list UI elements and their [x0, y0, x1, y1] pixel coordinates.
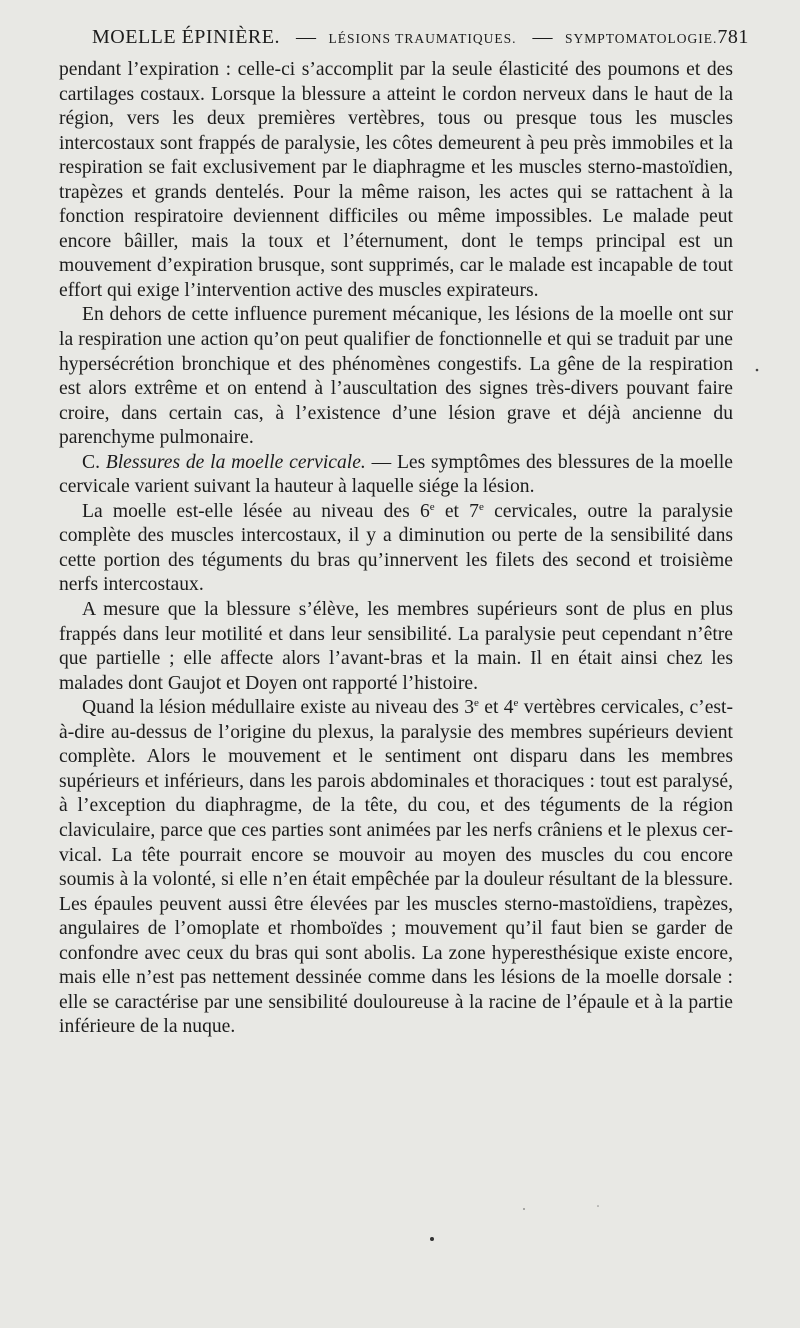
ordinal-superscript: e: [513, 697, 519, 710]
section-intro-text: — Les symptômes des blessures de la moelle cervicale varient suivant la hauteur à laquelle siége la lésion.: [59, 451, 733, 498]
paragraph-text: et 7: [434, 500, 479, 522]
page-number: 781: [717, 26, 749, 48]
ink-speck: [756, 369, 759, 372]
paragraph-section-c: [59, 451, 733, 500]
paragraph-functional-influence: En dehors de cette influence purement mécanique, les lésions de la moelle ont sur la respiration une action qu’on peut qualifier de fonctionnelle et qui se traduit par une hypersécrétion bronchique et des phénomènes congestifs. La gêne de la respiration est alors extrême et on entend à l’auscultation des signes très-divers pouvant faire croire, dans certain cas, à l’existence d’une lésion grave et déjà ancienne du parenchyme pulmonaire.: [59, 304, 733, 449]
paragraph-text: cervicales, outre la paralysie complète des muscles intercostaux, il y a diminution ou perte de la sensibilité dans cette portion des téguments du bras qu’innervent les filets des second et troisième nerfs intercostaux.: [59, 500, 734, 596]
paragraph-sixth-seventh-cervical: [59, 500, 733, 598]
paragraph-text: La moelle est-elle lésée au niveau des 6: [82, 500, 430, 522]
paragraph-text: Quand la lésion médullaire existe au niveau des 3: [82, 697, 475, 719]
section-heading: Blessures de la moelle cervicale.: [105, 451, 366, 473]
ordinal-superscript: e: [478, 500, 484, 513]
ink-speck: [597, 1205, 599, 1207]
body-text: [59, 58, 733, 1040]
running-head-section: LÉSIONS TRAUMATIQUES.: [328, 31, 517, 46]
ordinal-superscript: e: [474, 697, 479, 710]
running-head-dash: —: [532, 26, 553, 48]
paragraph-text: et 4: [478, 697, 514, 719]
running-head-subsection: SYMPTOMATOLOGIE.: [565, 31, 718, 46]
running-head: [92, 26, 749, 56]
ordinal-superscript: e: [429, 500, 435, 513]
ink-speck: [523, 1208, 525, 1210]
paragraph-upper-limbs: A mesure que la blessure s’élève, les membres supérieurs sont de plus en plus frappés dans leur motilité et dans leur sensibilité. La paralysie peut cependant n’être que partielle ; elle affecte alors l’avant-bras et la main. Il en était ainsi chez les malades dont Gaujot et Doyen ont rapporté l’histoire.: [59, 599, 733, 694]
section-label: C.: [82, 451, 100, 473]
paragraph-respiration-continued: pendant l’expiration : celle-ci s’accomplit par la seule élasticité des poumons et des cartilages costaux. Lorsque la blessure a atteint le cordon nerveux dans le haut de la région, vers les deux premières vertèbres, tous ou presque tous les muscles intercostaux sont frappés de paralysie, les côtes demeurent à peu près immobiles et la respiration se fait exclusivement par le diaphragme et les muscles sterno-mastoïdien, trapèzes et grands dentelés. Pour la même raison, les actes qui se rattachent à la fonction respiratoire deviennent difficiles ou même impossibles. Le malade peut encore bâiller, mais la toux et l’éternument, dont le temps principal est un mouvement d’expiration brusque, sont supprimés, car le malade est incapable de tout effort qui exige l’intervention active des muscles expirateurs.: [59, 59, 733, 301]
ink-speck: [430, 1237, 434, 1241]
running-head-dash: —: [295, 26, 317, 48]
running-head-title: MOELLE ÉPINIÈRE.: [92, 26, 280, 48]
paragraph-text: vertèbres cervicales, c’est-à-dire au-dessus de l’origine du plexus, la paralysie des membres supérieurs devient complète. Alors le mouvement et le sentiment ont disparu dans les membres supérieurs et inférieurs, dans les parois abdominales et thoraciques : tout est paralysé, à l’exception du diaphragme, de la tête, du cou, et des téguments de la région claviculaire, parce que ces parties sont animées par les nerfs crâniens et le plexus cervical. La tête pourrait encore se mouvoir au moyen des muscles du cou encore soumis à la volonté, si elle n’en était empêchée par la douleur résultant de la blessure. Les épaules peuvent aussi être élevées par les muscles sterno-mastoïdiens, trapèzes, angulaires de l’omoplate et rhomboïdes ; mouvement qu’il faut bien se garder de confondre avec ceux du bras qui sont abolis. La zone hyperesthésique existe encore, mais elle n’est pas nettement dessinée comme dans les lésions de la moelle dorsale : elle se caractérise par une sensibilité douloureuse à la racine de l’épaule et à la partie inférieure de la nuque.: [59, 697, 733, 1038]
paragraph-third-fourth-cervical: [59, 696, 733, 1040]
